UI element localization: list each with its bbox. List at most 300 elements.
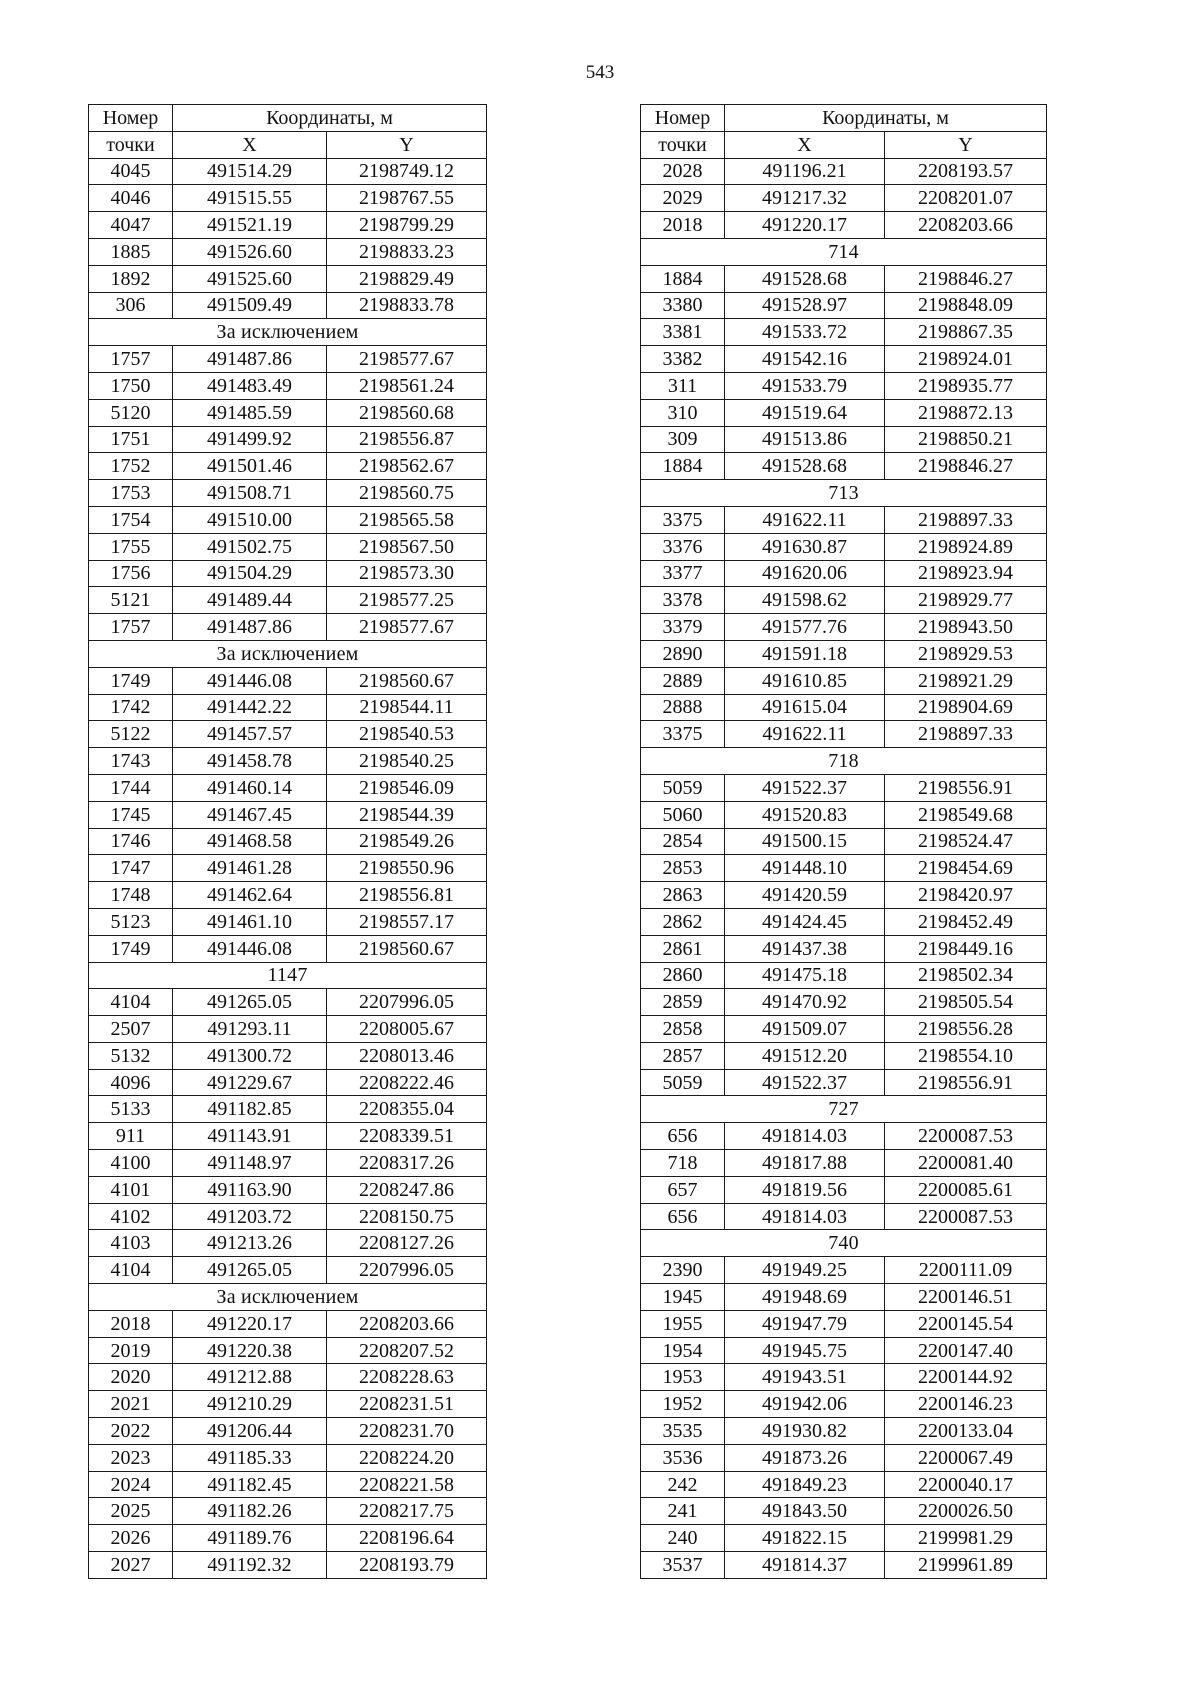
section-row [89,640,487,667]
y-cell: 2198540.25 [327,748,487,775]
point-number-cell: 2857 [641,1042,725,1069]
y-cell: 2208013.46 [327,1042,487,1069]
point-number-cell: 242 [641,1471,725,1498]
y-cell: 2198833.78 [327,292,487,319]
point-number-cell: 4101 [89,1176,173,1203]
table-row [641,667,1047,694]
y-cell: 2198540.53 [327,721,487,748]
point-number-cell: 2390 [641,1257,725,1284]
table-row [89,908,487,935]
y-cell: 2200067.49 [885,1444,1047,1471]
y-cell: 2208355.04 [327,1096,487,1123]
point-number-cell: 1945 [641,1284,725,1311]
table-row [89,667,487,694]
subheader-row [89,131,487,158]
y-cell: 2198557.17 [327,908,487,935]
x-cell: 491220.17 [173,1310,327,1337]
y-cell: 2208317.26 [327,1150,487,1177]
y-cell: 2198544.39 [327,801,487,828]
point-number-cell: 4103 [89,1230,173,1257]
y-cell: 2199961.89 [885,1552,1047,1579]
table-row [89,372,487,399]
y-cell: 2198799.29 [327,212,487,239]
section-row [89,962,487,989]
y-cell: 2208231.70 [327,1418,487,1445]
table-row [89,1310,487,1337]
x-cell: 491814.37 [725,1552,885,1579]
table-row [641,614,1047,641]
table-row [89,212,487,239]
point-number-cell: 241 [641,1498,725,1525]
y-cell: 2200146.23 [885,1391,1047,1418]
y-cell: 2208221.58 [327,1471,487,1498]
table-row [89,721,487,748]
table-row [89,1042,487,1069]
x-cell: 491212.88 [173,1364,327,1391]
table-row [89,1203,487,1230]
point-number-cell: 718 [641,1150,725,1177]
table-row [641,346,1047,373]
point-number-cell: 3378 [641,587,725,614]
table-row [89,185,487,212]
y-cell: 2208193.79 [327,1552,487,1579]
section-label: За исключением [89,1284,487,1311]
x-cell: 491822.15 [725,1525,885,1552]
table-row [89,1444,487,1471]
table-row [89,1176,487,1203]
table-row [89,1150,487,1177]
y-cell: 2198867.35 [885,319,1047,346]
section-label: За исключением [89,640,487,667]
section-row [641,480,1047,507]
table-row [641,1176,1047,1203]
x-cell: 491520.83 [725,801,885,828]
y-cell: 2198833.23 [327,238,487,265]
y-cell: 2200085.61 [885,1176,1047,1203]
x-cell: 491148.97 [173,1150,327,1177]
point-number-cell: 1748 [89,882,173,909]
table-row [641,1471,1047,1498]
x-cell: 491485.59 [173,399,327,426]
y-cell: 2208217.75 [327,1498,487,1525]
point-number-cell: 2858 [641,1016,725,1043]
table-row [641,828,1047,855]
table-row [89,1337,487,1364]
point-number-cell: 5059 [641,1069,725,1096]
y-cell: 2198767.55 [327,185,487,212]
x-cell: 491182.26 [173,1498,327,1525]
y-cell: 2198556.81 [327,882,487,909]
table-row [89,774,487,801]
y-cell: 2198449.16 [885,935,1047,962]
point-number-cell: 1757 [89,346,173,373]
header-point-sub: точки [89,131,173,158]
point-number-cell: 1754 [89,506,173,533]
y-cell: 2198846.27 [885,265,1047,292]
point-number-cell: 3381 [641,319,725,346]
point-number-cell: 309 [641,426,725,453]
coordinates-table-right [640,104,1047,1579]
table-row [89,158,487,185]
y-cell: 2208127.26 [327,1230,487,1257]
y-cell: 2200081.40 [885,1150,1047,1177]
y-cell: 2198550.96 [327,855,487,882]
table-row [89,480,487,507]
x-cell: 491817.88 [725,1150,885,1177]
y-cell: 2200145.54 [885,1310,1047,1337]
point-number-cell: 306 [89,292,173,319]
y-cell: 2198567.50 [327,533,487,560]
table-row [641,640,1047,667]
table-row [89,855,487,882]
section-row [641,1230,1047,1257]
section-row [89,1284,487,1311]
x-cell: 491217.32 [725,185,885,212]
coordinates-table-left [88,104,487,1579]
y-cell: 2198577.25 [327,587,487,614]
table-row [641,1069,1047,1096]
x-cell: 491468.58 [173,828,327,855]
point-number-cell: 4045 [89,158,173,185]
table-row [641,372,1047,399]
x-cell: 491533.79 [725,372,885,399]
y-cell: 2198454.69 [885,855,1047,882]
header-x: X [725,131,885,158]
y-cell: 2208224.20 [327,1444,487,1471]
table-row [641,908,1047,935]
y-cell: 2198561.24 [327,372,487,399]
section-label: 727 [641,1096,1047,1123]
table-row [89,346,487,373]
x-cell: 491206.44 [173,1418,327,1445]
table-row [641,882,1047,909]
x-cell: 491525.60 [173,265,327,292]
y-cell: 2198549.26 [327,828,487,855]
header-coordinates: Координаты, м [173,105,487,132]
y-cell: 2198556.87 [327,426,487,453]
x-cell: 491509.07 [725,1016,885,1043]
table-row [641,1310,1047,1337]
point-number-cell: 911 [89,1123,173,1150]
x-cell: 491515.55 [173,185,327,212]
y-cell: 2198943.50 [885,614,1047,641]
x-cell: 491947.79 [725,1310,885,1337]
table-row [641,426,1047,453]
y-cell: 2207996.05 [327,1257,487,1284]
x-cell: 491460.14 [173,774,327,801]
y-cell: 2198556.91 [885,774,1047,801]
x-cell: 491265.05 [173,989,327,1016]
x-cell: 491949.25 [725,1257,885,1284]
x-cell: 491470.92 [725,989,885,1016]
point-number-cell: 4100 [89,1150,173,1177]
table-row [641,935,1047,962]
header-row [641,105,1047,132]
section-row [89,319,487,346]
header-coordinates: Координаты, м [725,105,1047,132]
y-cell: 2198560.75 [327,480,487,507]
table-row [641,1552,1047,1579]
section-row [641,1096,1047,1123]
point-number-cell: 5132 [89,1042,173,1069]
x-cell: 491508.71 [173,480,327,507]
table-row [641,1418,1047,1445]
point-number-cell: 1952 [641,1391,725,1418]
table-row [641,1016,1047,1043]
y-cell: 2198560.68 [327,399,487,426]
point-number-cell: 657 [641,1176,725,1203]
x-cell: 491185.33 [173,1444,327,1471]
y-cell: 2198546.09 [327,774,487,801]
x-cell: 491521.19 [173,212,327,239]
table-row [89,1364,487,1391]
table-row [89,989,487,1016]
table-row [89,614,487,641]
y-cell: 2208203.66 [885,212,1047,239]
point-number-cell: 2861 [641,935,725,962]
point-number-cell: 4104 [89,1257,173,1284]
y-cell: 2208339.51 [327,1123,487,1150]
y-cell: 2200146.51 [885,1284,1047,1311]
point-number-cell: 1744 [89,774,173,801]
x-cell: 491930.82 [725,1418,885,1445]
x-cell: 491265.05 [173,1257,327,1284]
table-row [89,801,487,828]
point-number-cell: 2018 [89,1310,173,1337]
point-number-cell: 2027 [89,1552,173,1579]
x-cell: 491620.06 [725,560,885,587]
point-number-cell: 2019 [89,1337,173,1364]
x-cell: 491622.11 [725,506,885,533]
table-row [641,1525,1047,1552]
table-row [89,1257,487,1284]
table-row [89,238,487,265]
table-row [89,506,487,533]
table-row [641,1150,1047,1177]
y-cell: 2198848.09 [885,292,1047,319]
point-number-cell: 1955 [641,1310,725,1337]
y-cell: 2200133.04 [885,1418,1047,1445]
x-cell: 491203.72 [173,1203,327,1230]
x-cell: 491513.86 [725,426,885,453]
x-cell: 491424.45 [725,908,885,935]
table-row [641,212,1047,239]
x-cell: 491196.21 [725,158,885,185]
x-cell: 491192.32 [173,1552,327,1579]
table-row [641,560,1047,587]
x-cell: 491514.29 [173,158,327,185]
header-point-sub: точки [641,131,725,158]
x-cell: 491519.64 [725,399,885,426]
table-row [89,935,487,962]
x-cell: 491500.15 [725,828,885,855]
y-cell: 2198544.11 [327,694,487,721]
x-cell: 491293.11 [173,1016,327,1043]
x-cell: 491510.00 [173,506,327,533]
y-cell: 2198556.91 [885,1069,1047,1096]
table-row [641,962,1047,989]
y-cell: 2198573.30 [327,560,487,587]
x-cell: 491819.56 [725,1176,885,1203]
point-number-cell: 2028 [641,158,725,185]
x-cell: 491945.75 [725,1337,885,1364]
y-cell: 2198577.67 [327,614,487,641]
x-cell: 491448.10 [725,855,885,882]
x-cell: 491210.29 [173,1391,327,1418]
x-cell: 491542.16 [725,346,885,373]
x-cell: 491873.26 [725,1444,885,1471]
header-y: Y [327,131,487,158]
section-label: 713 [641,480,1047,507]
y-cell: 2200111.09 [885,1257,1047,1284]
table-row [89,1069,487,1096]
point-number-cell: 5120 [89,399,173,426]
x-cell: 491437.38 [725,935,885,962]
subheader-row [641,131,1047,158]
point-number-cell: 1743 [89,748,173,775]
point-number-cell: 1757 [89,614,173,641]
table-row [89,1391,487,1418]
y-cell: 2198554.10 [885,1042,1047,1069]
point-number-cell: 1954 [641,1337,725,1364]
x-cell: 491457.57 [173,721,327,748]
table-row [89,399,487,426]
table-row [641,1444,1047,1471]
header-row [89,105,487,132]
point-number-cell: 1755 [89,533,173,560]
point-number-cell: 2025 [89,1498,173,1525]
point-number-cell: 2023 [89,1444,173,1471]
point-number-cell: 1892 [89,265,173,292]
table-row [641,292,1047,319]
table-row [89,694,487,721]
table-row [641,855,1047,882]
point-number-cell: 3375 [641,506,725,533]
table-row [641,587,1047,614]
y-cell: 2200144.92 [885,1364,1047,1391]
x-cell: 491446.08 [173,667,327,694]
table-row [89,292,487,319]
x-cell: 491591.18 [725,640,885,667]
point-number-cell: 3376 [641,533,725,560]
x-cell: 491948.69 [725,1284,885,1311]
table-row [89,587,487,614]
y-cell: 2200087.53 [885,1123,1047,1150]
point-number-cell: 2890 [641,640,725,667]
x-cell: 491509.49 [173,292,327,319]
y-cell: 2198562.67 [327,453,487,480]
point-number-cell: 3537 [641,1552,725,1579]
table-row [641,265,1047,292]
x-cell: 491143.91 [173,1123,327,1150]
point-number-cell: 2862 [641,908,725,935]
table-row [641,506,1047,533]
y-cell: 2198829.49 [327,265,487,292]
table-row [89,453,487,480]
table-row [641,533,1047,560]
x-cell: 491522.37 [725,774,885,801]
table-row [641,1203,1047,1230]
x-cell: 491446.08 [173,935,327,962]
y-cell: 2208193.57 [885,158,1047,185]
x-cell: 491461.28 [173,855,327,882]
x-cell: 491522.37 [725,1069,885,1096]
header-point-number: Номер [89,105,173,132]
y-cell: 2200087.53 [885,1203,1047,1230]
x-cell: 491577.76 [725,614,885,641]
point-number-cell: 3377 [641,560,725,587]
header-point-number: Номер [641,105,725,132]
y-cell: 2198524.47 [885,828,1047,855]
y-cell: 2198749.12 [327,158,487,185]
y-cell: 2198923.94 [885,560,1047,587]
table-row [89,533,487,560]
point-number-cell: 2860 [641,962,725,989]
x-cell: 491598.62 [725,587,885,614]
point-number-cell: 3536 [641,1444,725,1471]
point-number-cell: 2026 [89,1525,173,1552]
header-x: X [173,131,327,158]
y-cell: 2198897.33 [885,721,1047,748]
y-cell: 2198560.67 [327,667,487,694]
y-cell: 2198556.28 [885,1016,1047,1043]
table-row [641,319,1047,346]
table-row [89,426,487,453]
x-cell: 491512.20 [725,1042,885,1069]
x-cell: 491528.68 [725,265,885,292]
x-cell: 491213.26 [173,1230,327,1257]
point-number-cell: 1885 [89,238,173,265]
x-cell: 491501.46 [173,453,327,480]
point-number-cell: 5059 [641,774,725,801]
point-number-cell: 311 [641,372,725,399]
x-cell: 491182.85 [173,1096,327,1123]
point-number-cell: 3380 [641,292,725,319]
point-number-cell: 3382 [641,346,725,373]
section-label: 740 [641,1230,1047,1257]
x-cell: 491442.22 [173,694,327,721]
y-cell: 2198897.33 [885,506,1047,533]
point-number-cell: 2859 [641,989,725,1016]
point-number-cell: 656 [641,1203,725,1230]
table-row [641,399,1047,426]
table-row [641,1123,1047,1150]
table-row [641,453,1047,480]
table-row [89,882,487,909]
x-cell: 491462.64 [173,882,327,909]
y-cell: 2198921.29 [885,667,1047,694]
y-cell: 2208196.64 [327,1525,487,1552]
y-cell: 2208150.75 [327,1203,487,1230]
y-cell: 2200147.40 [885,1337,1047,1364]
y-cell: 2199981.29 [885,1525,1047,1552]
point-number-cell: 4102 [89,1203,173,1230]
x-cell: 491843.50 [725,1498,885,1525]
page-number: 543 [585,62,615,83]
y-cell: 2208228.63 [327,1364,487,1391]
y-cell: 2198929.53 [885,640,1047,667]
point-number-cell: 5122 [89,721,173,748]
point-number-cell: 1749 [89,667,173,694]
table-row [89,1230,487,1257]
y-cell: 2198904.69 [885,694,1047,721]
table-row [89,1123,487,1150]
table-row [641,694,1047,721]
y-cell: 2208201.07 [885,185,1047,212]
y-cell: 2208207.52 [327,1337,487,1364]
y-cell: 2208203.66 [327,1310,487,1337]
x-cell: 491528.68 [725,453,885,480]
